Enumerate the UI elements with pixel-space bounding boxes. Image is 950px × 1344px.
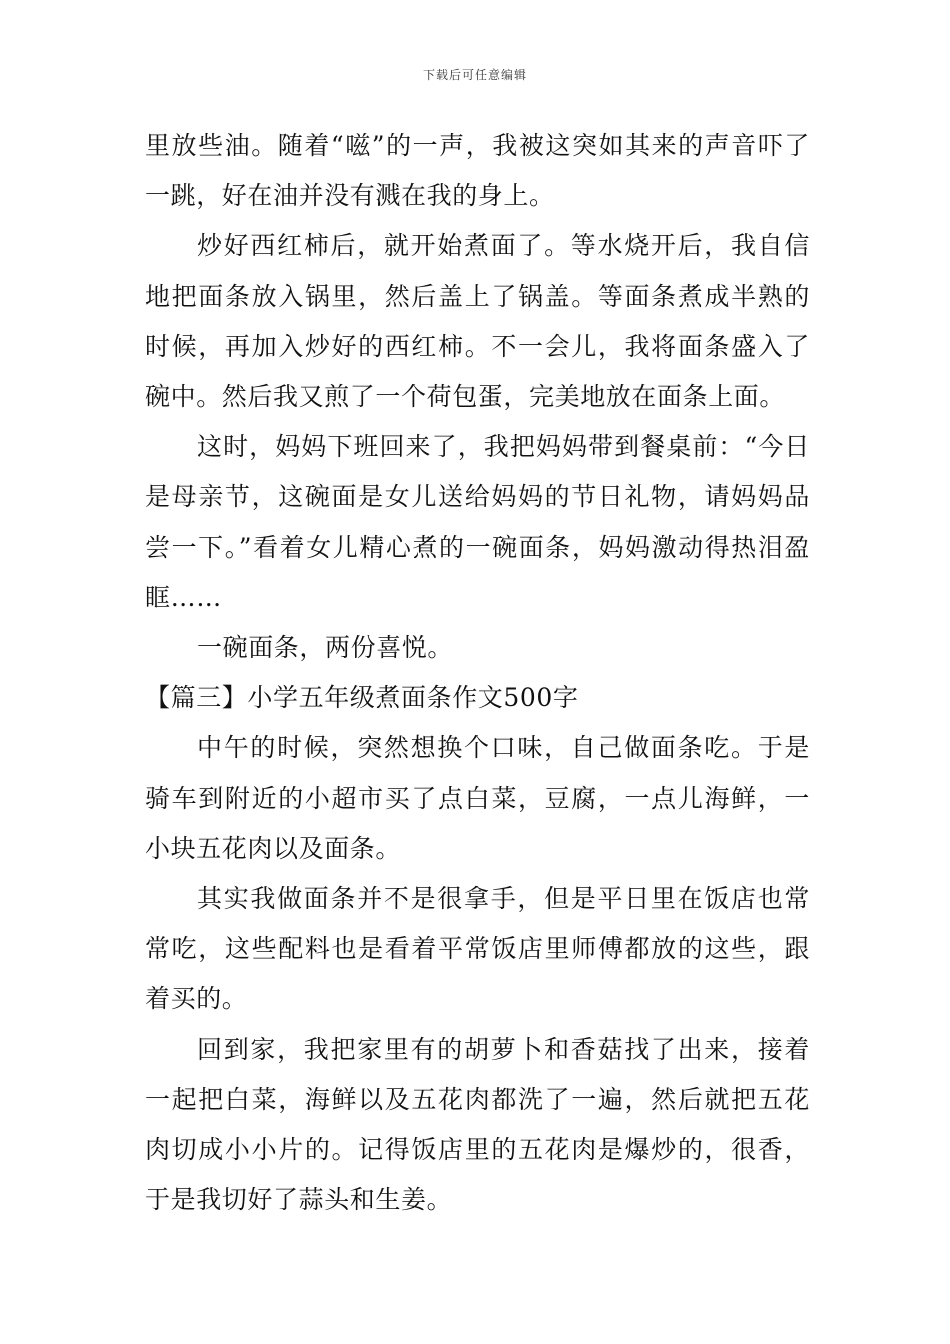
document-body bbox=[145, 121, 810, 1225]
paragraph: 炒好西红柿后，就开始煮面了。等水烧开后，我自信地把面条放入锅里，然后盖上了锅盖。等面条煮成半熟的时候，再加入炒好的西红柿。不一会儿，我将面条盛入了碗中。然后我又煎了一个荷包蛋，完美地放在面条上面。 bbox=[145, 231, 810, 412]
page-header: 下载后可任意编辑 bbox=[422, 68, 527, 82]
paragraph: 中午的时候，突然想换个口味，自己做面条吃。于是骑车到附近的小超市买了点白菜，豆腐，一点儿海鲜，一小块五花肉以及面条。 bbox=[145, 733, 810, 863]
section-heading: 【篇三】小学五年级煮面条作文500字 bbox=[145, 683, 579, 713]
paragraph: 回到家，我把家里有的胡萝卜和香菇找了出来，接着一起把白菜，海鲜以及五花肉都洗了一遍，然后就把五花肉切成小小片的。记得饭店里的五花肉是爆炒的，很香，于是我切好了蒜头和生姜。 bbox=[145, 1034, 810, 1215]
paragraph: 这时，妈妈下班回来了，我把妈妈带到餐桌前：“今日是母亲节，这碗面是女儿送给妈妈的节日礼物，请妈妈品尝一下。”看着女儿精心煮的一碗面条，妈妈激动得热泪盈眶…… bbox=[145, 432, 810, 612]
paragraph: 一碗面条，两份喜悦。 bbox=[197, 633, 454, 663]
paragraph: 其实我做面条并不是很拿手，但是平日里在饭店也常常吃，这些配料也是看着平常饭店里师傅都放的这些，跟着买的。 bbox=[145, 884, 810, 1014]
paragraph: 里放些油。随着“嗞”的一声，我被这突如其来的声音吓了一跳，好在油并没有溅在我的身上。 bbox=[145, 131, 810, 211]
